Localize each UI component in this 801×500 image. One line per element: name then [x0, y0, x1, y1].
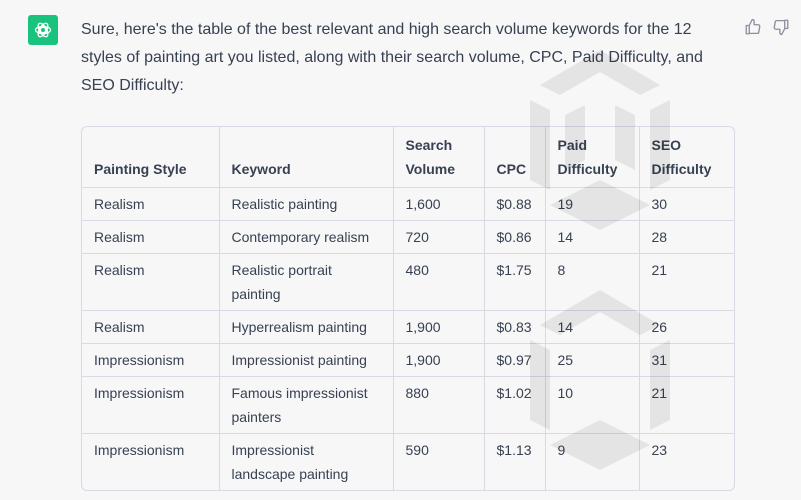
header-keyword: Keyword	[219, 127, 393, 188]
cell-seo-difficulty: 30	[639, 188, 734, 221]
cell-volume: 1,600	[393, 188, 484, 221]
cell-keyword: Realistic portrait painting	[219, 254, 393, 311]
assistant-message-text: Sure, here's the table of the best relevant and high search volume keywords for the 12 styles of painting art you listed, along with their search volume, CPC, Paid Difficulty, and SEO Difficulty:	[81, 21, 703, 94]
thumbs-down-icon[interactable]	[772, 18, 790, 36]
openai-logo-icon	[33, 20, 53, 40]
cell-paid-difficulty: 14	[545, 221, 639, 254]
table-row	[82, 188, 734, 221]
cell-volume: 720	[393, 221, 484, 254]
header-seo-difficulty: SEO Difficulty	[639, 127, 734, 188]
cell-paid-difficulty: 9	[545, 434, 639, 491]
thumbs-up-icon[interactable]	[744, 18, 762, 36]
cell-style: Realism	[82, 188, 219, 221]
cell-cpc: $0.88	[484, 188, 545, 221]
keyword-table-container	[81, 126, 735, 491]
cell-seo-difficulty: 28	[639, 221, 734, 254]
table-row	[82, 434, 734, 491]
keyword-table	[82, 127, 734, 490]
header-search-volume: Search Volume	[393, 127, 484, 188]
cell-volume: 480	[393, 254, 484, 311]
cell-volume: 590	[393, 434, 484, 491]
cell-style: Impressionism	[82, 434, 219, 491]
cell-keyword: Hyperrealism painting	[219, 311, 393, 344]
cell-cpc: $1.75	[484, 254, 545, 311]
table-row	[82, 377, 734, 434]
cell-cpc: $0.97	[484, 344, 545, 377]
cell-keyword: Realistic painting	[219, 188, 393, 221]
cell-keyword: Famous impressionist painters	[219, 377, 393, 434]
cell-cpc: $1.02	[484, 377, 545, 434]
cell-style: Realism	[82, 221, 219, 254]
cell-cpc: $0.83	[484, 311, 545, 344]
cell-paid-difficulty: 10	[545, 377, 639, 434]
cell-style: Realism	[82, 311, 219, 344]
header-paid-difficulty: Paid Difficulty	[545, 127, 639, 188]
cell-volume: 1,900	[393, 344, 484, 377]
header-painting-style: Painting Style	[82, 127, 219, 188]
cell-seo-difficulty: 31	[639, 344, 734, 377]
cell-paid-difficulty: 8	[545, 254, 639, 311]
cell-volume: 880	[393, 377, 484, 434]
table-row	[82, 344, 734, 377]
cell-style: Impressionism	[82, 377, 219, 434]
cell-paid-difficulty: 14	[545, 311, 639, 344]
cell-volume: 1,900	[393, 311, 484, 344]
cell-cpc: $0.86	[484, 221, 545, 254]
cell-seo-difficulty: 23	[639, 434, 734, 491]
cell-keyword: Impressionist landscape painting	[219, 434, 393, 491]
table-row	[82, 221, 734, 254]
table-row	[82, 311, 734, 344]
cell-style: Realism	[82, 254, 219, 311]
cell-paid-difficulty: 19	[545, 188, 639, 221]
cell-paid-difficulty: 25	[545, 344, 639, 377]
cell-seo-difficulty: 26	[639, 311, 734, 344]
cell-seo-difficulty: 21	[639, 254, 734, 311]
table-header-row	[82, 127, 734, 188]
cell-keyword: Contemporary realism	[219, 221, 393, 254]
header-cpc: CPC	[484, 127, 545, 188]
table-row	[82, 254, 734, 311]
feedback-buttons	[744, 18, 790, 36]
cell-seo-difficulty: 21	[639, 377, 734, 434]
cell-keyword: Impressionist painting	[219, 344, 393, 377]
assistant-avatar	[28, 15, 58, 45]
cell-style: Impressionism	[82, 344, 219, 377]
cell-cpc: $1.13	[484, 434, 545, 491]
